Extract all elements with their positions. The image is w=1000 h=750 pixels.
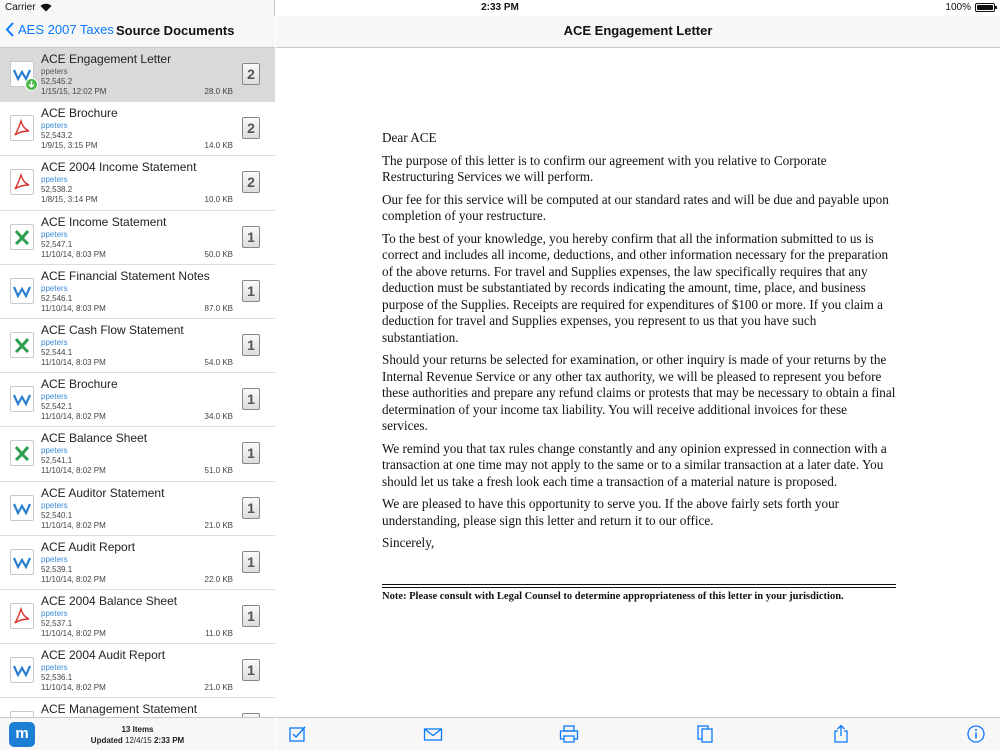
- excel-icon: [10, 440, 34, 466]
- document-owner[interactable]: ppeters: [41, 500, 68, 510]
- document-owner[interactable]: ppeters: [41, 554, 68, 564]
- updated-prefix: Updated: [90, 736, 123, 745]
- document-date: 11/10/14, 8:03 PM: [41, 303, 106, 313]
- document-id: 52,537.1: [41, 618, 73, 628]
- document-owner[interactable]: ppeters: [41, 121, 68, 131]
- document-name: ACE Brochure: [41, 377, 118, 392]
- document-size: 51.0 KB: [204, 466, 233, 476]
- document-row[interactable]: [0, 319, 275, 373]
- document-size: 50.0 KB: [204, 249, 233, 259]
- document-size: 10.0 KB: [204, 195, 233, 205]
- word-icon: [10, 549, 34, 575]
- info-icon[interactable]: [966, 724, 988, 746]
- chevron-left-icon: [5, 22, 14, 37]
- document-name: ACE Financial Statement Notes: [41, 268, 210, 283]
- document-id: 52,546.1: [41, 293, 73, 303]
- note-divider: [382, 584, 896, 588]
- version-count-badge[interactable]: 1: [242, 226, 260, 248]
- version-count-badge[interactable]: 1: [242, 280, 260, 302]
- document-size: 21.0 KB: [204, 683, 233, 693]
- document-row[interactable]: [0, 644, 275, 698]
- document-row[interactable]: [0, 427, 275, 481]
- word-icon: [10, 386, 34, 412]
- word-icon: [10, 61, 34, 87]
- letter-paragraph: Our fee for this service will be computed at our standard rates and will be due and payable upon completion of your restructure.: [382, 191, 889, 223]
- updated-time: 2:33 PM: [153, 736, 185, 745]
- letter-paragraph: We are pleased to have this opportunity to serve you. If the above fairly sets forth your understanding, please sign this letter and return it to our office.: [382, 496, 840, 528]
- document-row[interactable]: [0, 373, 275, 427]
- mail-icon[interactable]: [423, 724, 445, 746]
- document-name: ACE Income Statement: [41, 214, 167, 229]
- document-date: 11/10/14, 8:02 PM: [41, 466, 106, 476]
- document-id: 52,540.1: [41, 510, 73, 520]
- document-id: 52,542.1: [41, 402, 73, 412]
- word-icon: [10, 657, 34, 683]
- checklist-icon[interactable]: [288, 724, 310, 746]
- document-owner[interactable]: ppeters: [41, 392, 68, 402]
- document-date: 11/10/14, 8:02 PM: [41, 628, 106, 638]
- document-id: 52,547.1: [41, 239, 73, 249]
- document-date: 11/10/14, 8:02 PM: [41, 574, 106, 584]
- updated-date: 12/4/15: [125, 736, 152, 745]
- pdf-icon: [10, 603, 34, 629]
- document-list[interactable]: [0, 48, 275, 717]
- document-row[interactable]: [0, 482, 275, 536]
- version-count-badge[interactable]: 1: [242, 497, 260, 519]
- document-id: 52,538.2: [41, 185, 73, 195]
- status-time: 2:33 PM: [481, 2, 519, 13]
- source-documents-panel: [0, 0, 275, 750]
- document-name: ACE Balance Sheet: [41, 431, 148, 446]
- letter-paragraph: Should your returns be selected for examination, or other inquiry is made of your returns by the Internal Revenue Service or any other tax authority, we will be pleased to represent you before these authorities and prepare any refund claims or protests that may be necessary to obtain a final determination of your income tax liability. You will receive additional invoices for these services.: [382, 352, 896, 433]
- excel-icon: [10, 332, 34, 358]
- version-count-badge[interactable]: 1: [242, 442, 260, 464]
- carrier-label: Carrier: [5, 2, 36, 13]
- version-count-badge[interactable]: 2: [242, 63, 260, 85]
- document-name: ACE Brochure: [41, 106, 118, 121]
- document-owner[interactable]: ppeters: [41, 229, 68, 239]
- copy-icon[interactable]: [695, 724, 717, 746]
- version-count-badge[interactable]: 2: [242, 117, 260, 139]
- letter-salutation: Dear ACE: [382, 130, 437, 145]
- document-name: ACE 2004 Audit Report: [41, 648, 166, 663]
- document-id: 52,541.1: [41, 456, 73, 466]
- version-count-badge[interactable]: 2: [242, 171, 260, 193]
- document-size: 28.0 KB: [204, 87, 233, 96]
- document-owner[interactable]: ppeters: [41, 67, 68, 76]
- document-id: 52,545.2: [41, 77, 73, 86]
- document-row[interactable]: [0, 698, 275, 717]
- right-toolbar: [276, 717, 1000, 750]
- document-date: 11/10/14, 8:03 PM: [41, 357, 106, 367]
- document-size: 14.0 KB: [204, 141, 233, 151]
- version-count-badge[interactable]: 1: [242, 551, 260, 573]
- document-name: ACE Cash Flow Statement: [41, 322, 184, 337]
- document-date: 1/15/15, 12:02 PM: [41, 87, 107, 96]
- updated-status: [0, 736, 275, 745]
- document-size: 11.0 KB: [205, 628, 233, 638]
- document-row[interactable]: [0, 48, 275, 102]
- document-row[interactable]: [0, 536, 275, 590]
- status-bar: [0, 0, 1000, 16]
- right-nav-bar: [276, 16, 1000, 48]
- items-count: 13 Items: [121, 725, 154, 734]
- document-id: 52,543.2: [41, 131, 73, 141]
- document-owner[interactable]: ppeters: [41, 663, 68, 673]
- document-name: ACE Engagement Letter: [41, 52, 172, 66]
- letter-content: [382, 130, 896, 603]
- document-name: ACE Auditor Statement: [41, 485, 165, 500]
- document-id: 52,539.1: [41, 564, 73, 574]
- document-size: 87.0 KB: [204, 303, 233, 313]
- downloaded-badge-icon: [25, 78, 38, 91]
- document-size: 54.0 KB: [204, 357, 233, 367]
- document-name: ACE Management Statement: [41, 702, 198, 717]
- battery-level: [977, 5, 993, 10]
- letter-paragraph: The purpose of this letter is to confirm our agreement with you relative to Corporate Restructuring Services we will perform.: [382, 152, 827, 184]
- document-row[interactable]: [0, 211, 275, 265]
- version-count-badge[interactable]: 1: [242, 605, 260, 627]
- left-nav-title: Source Documents: [116, 23, 235, 38]
- document-name: ACE Audit Report: [41, 539, 136, 554]
- document-row[interactable]: [0, 265, 275, 319]
- document-id: 52,536.1: [41, 673, 73, 683]
- excel-icon: [10, 224, 34, 250]
- left-nav-bar: [0, 16, 275, 48]
- document-viewer-panel: [276, 0, 1000, 750]
- print-icon[interactable]: [559, 724, 581, 746]
- document-date: 11/10/14, 8:02 PM: [41, 412, 106, 422]
- document-date: 11/10/14, 8:02 PM: [41, 520, 106, 530]
- battery-icon: [975, 3, 995, 12]
- document-row[interactable]: [0, 590, 275, 644]
- document-name: ACE 2004 Income Statement: [41, 160, 197, 175]
- version-count-badge[interactable]: 1: [242, 388, 260, 410]
- document-title: ACE Engagement Letter: [563, 23, 713, 38]
- document-owner[interactable]: ppeters: [41, 446, 68, 456]
- legal-note: Note: Please consult with Legal Counsel to determine appropriateness of this letter in your jurisdiction.: [382, 590, 844, 602]
- version-count-badge[interactable]: 1: [242, 334, 260, 356]
- app-logo[interactable]: m: [9, 722, 35, 747]
- document-size: 21.0 KB: [204, 520, 233, 530]
- left-toolbar: [0, 717, 275, 750]
- word-icon: [10, 278, 34, 304]
- document-size: 22.0 KB: [204, 574, 233, 584]
- back-button-label: AES 2007 Taxes: [18, 22, 114, 37]
- document-owner[interactable]: ppeters: [41, 608, 68, 618]
- letter-paragraph: We remind you that tax rules change constantly and any opinion expressed in connection with a transaction at one time may not apply to the same or to a similar transaction at a later date. You should let us take a fresh look each time a transaction of a material nature is proposed.: [382, 440, 887, 489]
- back-button[interactable]: [5, 22, 114, 37]
- pdf-icon: [10, 115, 34, 141]
- document-date: 11/10/14, 8:02 PM: [41, 683, 106, 693]
- document-size: 34.0 KB: [204, 412, 233, 422]
- word-icon: [10, 495, 34, 521]
- document-date: 1/8/15, 3:14 PM: [41, 195, 98, 205]
- version-count-badge[interactable]: 1: [242, 659, 260, 681]
- document-owner[interactable]: ppeters: [41, 283, 68, 293]
- document-owner[interactable]: ppeters: [41, 175, 68, 185]
- document-row[interactable]: [0, 102, 275, 156]
- pdf-icon: [10, 169, 34, 195]
- letter-paragraph: To the best of your knowledge, you hereby confirm that all the information submitted to us is correct and includes all income, deductions, and other information necessary for the preparation of the above returns. For travel and Supplies expenses, the law specifically requires that any deduction must be substantiated by records indicating the amount, time, place, and business purpose of the Supplies. Receipts are required for expenditures of $100 or more. If you claim a deduction for travel and Supplies expenses, you represent to us that you have such substantiation.: [382, 230, 889, 345]
- document-date: 1/9/15, 3:15 PM: [41, 141, 98, 151]
- document-id: 52,544.1: [41, 347, 73, 357]
- document-name: ACE 2004 Balance Sheet: [41, 593, 178, 608]
- document-row[interactable]: [0, 156, 275, 210]
- share-icon[interactable]: [831, 724, 853, 746]
- document-owner[interactable]: ppeters: [41, 337, 68, 347]
- letter-closing: Sincerely,: [382, 535, 435, 550]
- battery-percentage: 100%: [945, 2, 971, 13]
- document-date: 11/10/14, 8:03 PM: [41, 249, 106, 259]
